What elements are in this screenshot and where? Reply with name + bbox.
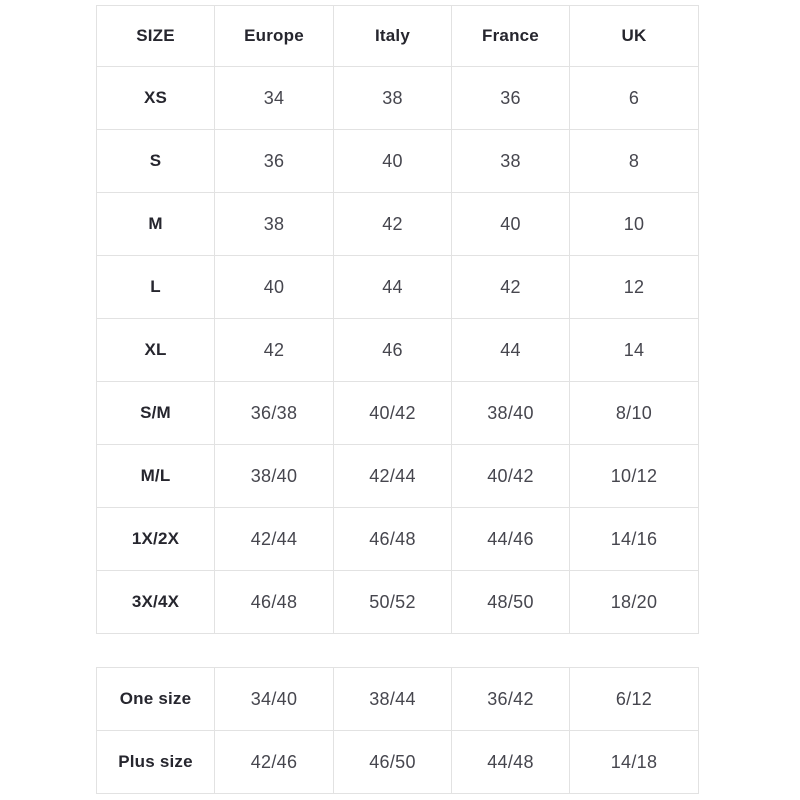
size-label-cell: One size (97, 668, 215, 731)
value-cell: 40/42 (334, 382, 452, 445)
value-cell: 42/44 (215, 508, 334, 571)
size-label-cell: Plus size (97, 731, 215, 794)
size-label-cell: L (97, 256, 215, 319)
column-header-italy: Italy (334, 6, 452, 67)
one-size-plus-size-table (96, 667, 699, 794)
value-cell: 46/48 (334, 508, 452, 571)
value-cell: 50/52 (334, 571, 452, 634)
table-row (97, 319, 699, 382)
size-label-cell: M/L (97, 445, 215, 508)
value-cell: 46 (334, 319, 452, 382)
size-label-cell: XL (97, 319, 215, 382)
value-cell: 6 (570, 67, 699, 130)
value-cell: 42/44 (334, 445, 452, 508)
value-cell: 38/44 (334, 668, 452, 731)
value-cell: 42 (334, 193, 452, 256)
value-cell: 8 (570, 130, 699, 193)
value-cell: 38/40 (452, 382, 570, 445)
value-cell: 34 (215, 67, 334, 130)
table-row (97, 445, 699, 508)
value-cell: 34/40 (215, 668, 334, 731)
value-cell: 10/12 (570, 445, 699, 508)
value-cell: 8/10 (570, 382, 699, 445)
header-row (97, 6, 699, 67)
value-cell: 44/48 (452, 731, 570, 794)
column-header-europe: Europe (215, 6, 334, 67)
size-label-cell: 1X/2X (97, 508, 215, 571)
value-cell: 46/48 (215, 571, 334, 634)
size-conversion-table (96, 5, 699, 634)
size-label-cell: 3X/4X (97, 571, 215, 634)
value-cell: 36 (215, 130, 334, 193)
value-cell: 6/12 (570, 668, 699, 731)
table-row (97, 256, 699, 319)
size-label-cell: XS (97, 67, 215, 130)
table-row (97, 508, 699, 571)
table-row (97, 130, 699, 193)
value-cell: 38/40 (215, 445, 334, 508)
value-cell: 40 (334, 130, 452, 193)
value-cell: 40/42 (452, 445, 570, 508)
value-cell: 18/20 (570, 571, 699, 634)
column-header-size: SIZE (97, 6, 215, 67)
value-cell: 36/42 (452, 668, 570, 731)
value-cell: 38 (452, 130, 570, 193)
value-cell: 12 (570, 256, 699, 319)
value-cell: 10 (570, 193, 699, 256)
value-cell: 14/18 (570, 731, 699, 794)
value-cell: 14/16 (570, 508, 699, 571)
value-cell: 42 (452, 256, 570, 319)
size-label-cell: M (97, 193, 215, 256)
value-cell: 42 (215, 319, 334, 382)
value-cell: 44/46 (452, 508, 570, 571)
value-cell: 40 (215, 256, 334, 319)
table-row (97, 668, 699, 731)
value-cell: 46/50 (334, 731, 452, 794)
value-cell: 38 (334, 67, 452, 130)
value-cell: 14 (570, 319, 699, 382)
size-label-cell: S (97, 130, 215, 193)
value-cell: 44 (452, 319, 570, 382)
table-row (97, 382, 699, 445)
value-cell: 36 (452, 67, 570, 130)
table-row (97, 731, 699, 794)
value-cell: 44 (334, 256, 452, 319)
value-cell: 48/50 (452, 571, 570, 634)
value-cell: 38 (215, 193, 334, 256)
value-cell: 42/46 (215, 731, 334, 794)
table-row (97, 571, 699, 634)
table-row (97, 193, 699, 256)
column-header-france: France (452, 6, 570, 67)
column-header-uk: UK (570, 6, 699, 67)
value-cell: 36/38 (215, 382, 334, 445)
size-label-cell: S/M (97, 382, 215, 445)
value-cell: 40 (452, 193, 570, 256)
table-row (97, 67, 699, 130)
